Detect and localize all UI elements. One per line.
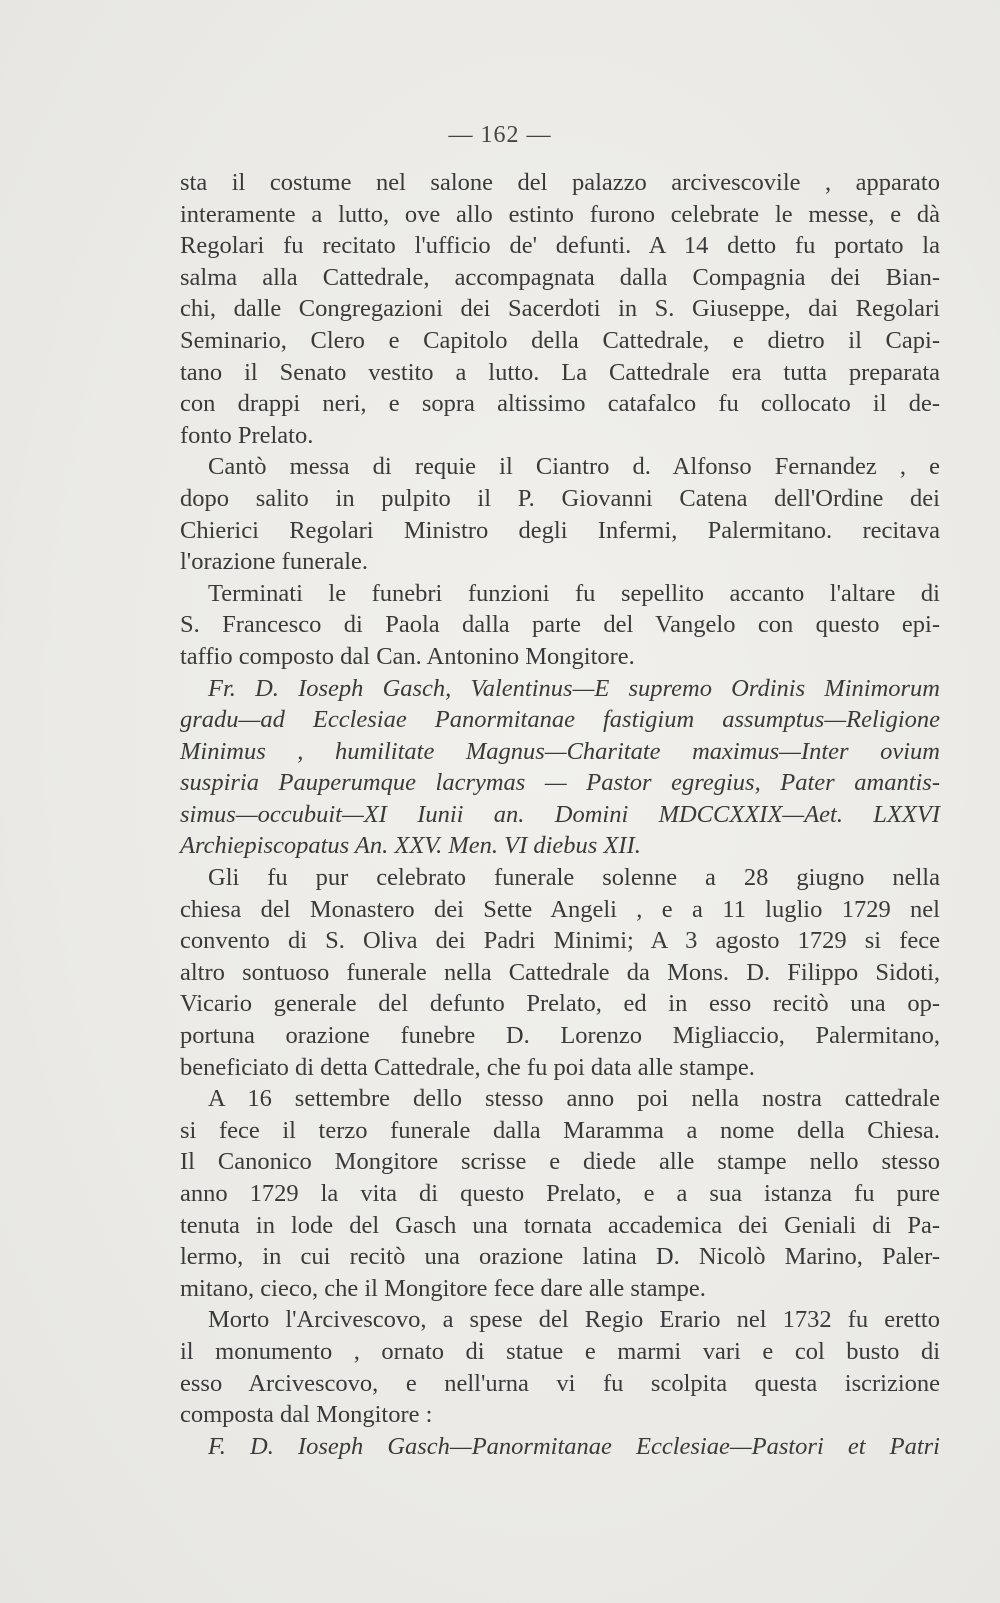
text-line: portuna orazione funebre D. Lorenzo Migliaccio, Palermitano, bbox=[180, 1022, 940, 1050]
text-line: salma alla Cattedrale, accompagnata dalla Compagnia dei Bian- bbox=[180, 263, 940, 291]
text-line: dopo salito in pulpito il P. Giovanni Catena dell'Ordine dei bbox=[180, 484, 940, 512]
text-line: composta dal Mongitore : bbox=[180, 1401, 433, 1429]
text-line: il monumento , ornato di statue e marmi vari e col busto di bbox=[180, 1337, 940, 1365]
text-line: altro sontuoso funerale nella Cattedrale da Mons. D. Filippo Sidoti, bbox=[180, 958, 940, 986]
text-line: taffio composto dal Can. Antonino Mongitore. bbox=[180, 642, 635, 670]
epitaph-line: simus—occubuit—XI Iunii an. Domini MDCCXXIX—Aet. LXXVI bbox=[180, 800, 940, 828]
epitaph-line: F. D. Ioseph Gasch—Panormitanae Ecclesiae—Pastori et Patri bbox=[208, 1432, 940, 1460]
epitaph-line: Archiepiscopatus An. XXV. Men. VI diebus XII. bbox=[180, 832, 641, 860]
text-line: con drappi neri, e sopra altissimo catafalco fu collocato il de- bbox=[180, 390, 940, 418]
text-line: anno 1729 la vita di questo Prelato, e a sua istanza fu pure bbox=[180, 1180, 940, 1207]
epitaph-line: Fr. D. Ioseph Gasch, Valentinus—E supremo Ordinis Minimorum bbox=[208, 674, 940, 702]
epitaph-line: Minimus , humilitate Magnus—Charitate maximus—Inter ovium bbox=[180, 737, 940, 765]
text-line: mitano, cieco, che il Mongitore fece dare alle stampe. bbox=[180, 1274, 706, 1302]
text-line: beneficiato di detta Cattedrale, che fu poi data alle stampe. bbox=[180, 1053, 755, 1081]
text-line: tano il Senato vestito a lutto. La Cattedrale era tutta preparata bbox=[180, 358, 940, 386]
text-line: convento di S. Oliva dei Padri Minimi; A 3 agosto 1729 si fece bbox=[180, 927, 940, 955]
epitaph-line: suspiria Pauperumque lacrymas — Pastor egregius, Pater amantis- bbox=[180, 769, 940, 797]
text-line: chiesa del Monastero dei Sette Angeli , e a 11 luglio 1729 nel bbox=[180, 895, 940, 923]
epitaph-line: gradu—ad Ecclesiae Panormitanae fastigium assumptus—Religione bbox=[180, 706, 940, 734]
text-line: sta il costume nel salone del palazzo arcivescovile , apparato bbox=[180, 169, 940, 196]
text-line: l'orazione funerale. bbox=[180, 548, 369, 576]
text-line: Seminario, Clero e Capitolo della Cattedrale, e dietro il Capi- bbox=[180, 326, 940, 354]
text-line: fonto Prelato. bbox=[180, 421, 314, 449]
text-line: Il Canonico Mongitore scrisse e diede alle stampe nello stesso bbox=[180, 1148, 940, 1176]
page-body-text bbox=[180, 167, 940, 1462]
text-line: chi, dalle Congregazioni dei Sacerdoti in S. Giuseppe, dai Regolari bbox=[180, 295, 940, 323]
text-line: esso Arcivescovo, e nell'urna vi fu scolpita questa iscrizione bbox=[180, 1369, 940, 1397]
text-line: Chierici Regolari Ministro degli Infermi, Palermitano. recitava bbox=[180, 516, 940, 544]
text-line: Gli fu pur celebrato funerale solenne a 28 giugno nella bbox=[208, 864, 940, 892]
text-line: Vicario generale del defunto Prelato, ed in esso recitò una op- bbox=[180, 990, 940, 1018]
text-line: Cantò messa di requie il Ciantro d. Alfonso Fernandez , e bbox=[208, 453, 940, 481]
text-line: interamente a lutto, ove allo estinto furono celebrate le messe, e dà bbox=[180, 200, 940, 228]
text-line: si fece il terzo funerale dalla Maramma a nome della Chiesa. bbox=[180, 1116, 940, 1144]
text-line: Regolari fu recitato l'ufficio de' defunti. A 14 detto fu portato la bbox=[180, 232, 940, 260]
text-line: lermo, in cui recitò una orazione latina D. Nicolò Marino, Paler- bbox=[180, 1243, 940, 1271]
text-line: Terminati le funebri funzioni fu sepellito accanto l'altare di bbox=[208, 579, 940, 607]
text-line: tenuta in lode del Gasch una tornata accademica dei Geniali di Pa- bbox=[180, 1211, 940, 1239]
text-line: A 16 settembre dello stesso anno poi nella nostra cattedrale bbox=[208, 1085, 940, 1113]
page-number: — 162 — bbox=[448, 122, 552, 148]
text-line: S. Francesco di Paola dalla parte del Vangelo con questo epi- bbox=[180, 611, 940, 639]
text-line: Morto l'Arcivescovo, a spese del Regio Erario nel 1732 fu eretto bbox=[208, 1306, 940, 1334]
